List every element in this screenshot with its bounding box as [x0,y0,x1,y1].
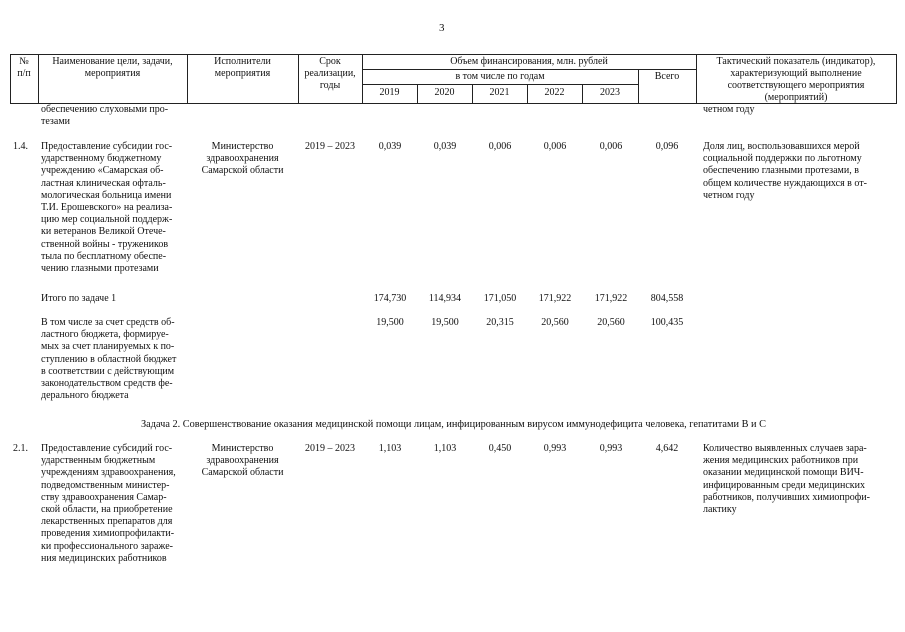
value-2020: 1,103 [433,443,457,454]
value-2023: 0,993 [599,443,623,454]
value-2023: 0,006 [599,141,623,152]
row-number: 2.1. [13,443,28,454]
row-name: Предоставление субсидии гос- ударственному бюджетному учреждению «Самарская об- ластная клиническая офталь- мологическая больница имени Т.И. Ерошевского» на реализа- цию мер социальной поддерж- ки ветеранов Великой Отече- ственной войны - тружеников тыла по бесплатному обеспе- чению глазными протезами [41,141,173,275]
value-2020: 19,500 [431,317,459,328]
value-total: 4,642 [655,443,679,454]
value-2021: 0,450 [488,443,512,454]
total-label: Итого по задаче 1 [41,293,117,304]
row-indicator: Количество выявленных случаев зара- жения медицинских работников при оказании медицинской помощи ВИЧ- инфицированным среди медицинских работников, получивших химиопрофи- лактику [703,443,870,516]
regional-label: В том числе за счет средств об- ластного бюджета, формируе- мых за счет планируемых к по- ступлению в областной бюджет в соответствии с действующим законодательством средств фе- дерального бюджета [41,317,177,402]
header-financing: Объем финансирования, млн. рублей [450,56,608,67]
value-2019: 1,103 [378,443,402,454]
page-number: 3 [439,22,445,34]
value-total: 100,435 [650,317,684,328]
value-2021: 20,315 [486,317,514,328]
task-2-title: Задача 2. Совершенствование оказания медицинской помощи лицам, инфицированным вирусом иммунодефицита человека, гепатитами В и С [141,419,766,430]
header-no: № п/п [17,56,31,79]
header-year: 2020 [434,87,455,98]
value-2023: 171,922 [594,293,628,304]
value-2019: 19,500 [376,317,404,328]
row-term: 2019 – 2023 [305,141,355,152]
value-2022: 20,560 [541,317,569,328]
header-term: Срок реализации, годы [304,56,356,91]
continuation-name: обеспечению слуховыми про- тезами [41,104,169,128]
header-year: 2019 [379,87,400,98]
value-total: 0,096 [655,141,679,152]
header-indicator: Тактический показатель (индикатор), характеризующий выполнение соответствующего мероприятия (мероприятий) [716,56,876,103]
row-indicator: Доля лиц, воспользовавшихся мерой социальной поддержки по льготному обеспечению глазными протезами, в общем количестве нуждающихся в от- четном году [703,141,867,201]
header-year: 2023 [600,87,620,98]
value-total: 804,558 [650,293,684,304]
value-2019: 174,730 [373,293,407,304]
continuation-indicator: четном году [703,104,755,115]
value-2019: 0,039 [378,141,402,152]
value-2023: 20,560 [597,317,625,328]
value-2022: 171,922 [538,293,572,304]
value-2022: 0,993 [543,443,567,454]
header-year: 2021 [489,87,510,98]
header-name: Наименование цели, задачи, мероприятия [52,56,173,79]
value-2021: 171,050 [483,293,517,304]
value-2022: 0,006 [543,141,567,152]
row-executor: Министерство здравоохранения Самарской области [201,443,284,479]
header-executors: Исполнители мероприятия [214,56,271,79]
row-executor: Министерство здравоохранения Самарской области [201,141,284,177]
header-year: 2022 [544,87,565,98]
value-2021: 0,006 [488,141,512,152]
value-2020: 0,039 [433,141,457,152]
value-2020: 114,934 [428,293,462,304]
row-name: Предоставление субсидий гос- ударственным бюджетным учреждениям здравоохранения, подведомственным министер- ству здравоохранения Самар- ской области, на приобретение лекарственных препаратов для проведения химиопрофилакти- ки профессионального зараже- ния медицинских работников [41,443,176,564]
row-number: 1.4. [13,141,28,152]
header-total: Всего [654,71,680,82]
header-by-years: в том числе по годам [455,71,545,82]
row-term: 2019 – 2023 [305,443,355,454]
